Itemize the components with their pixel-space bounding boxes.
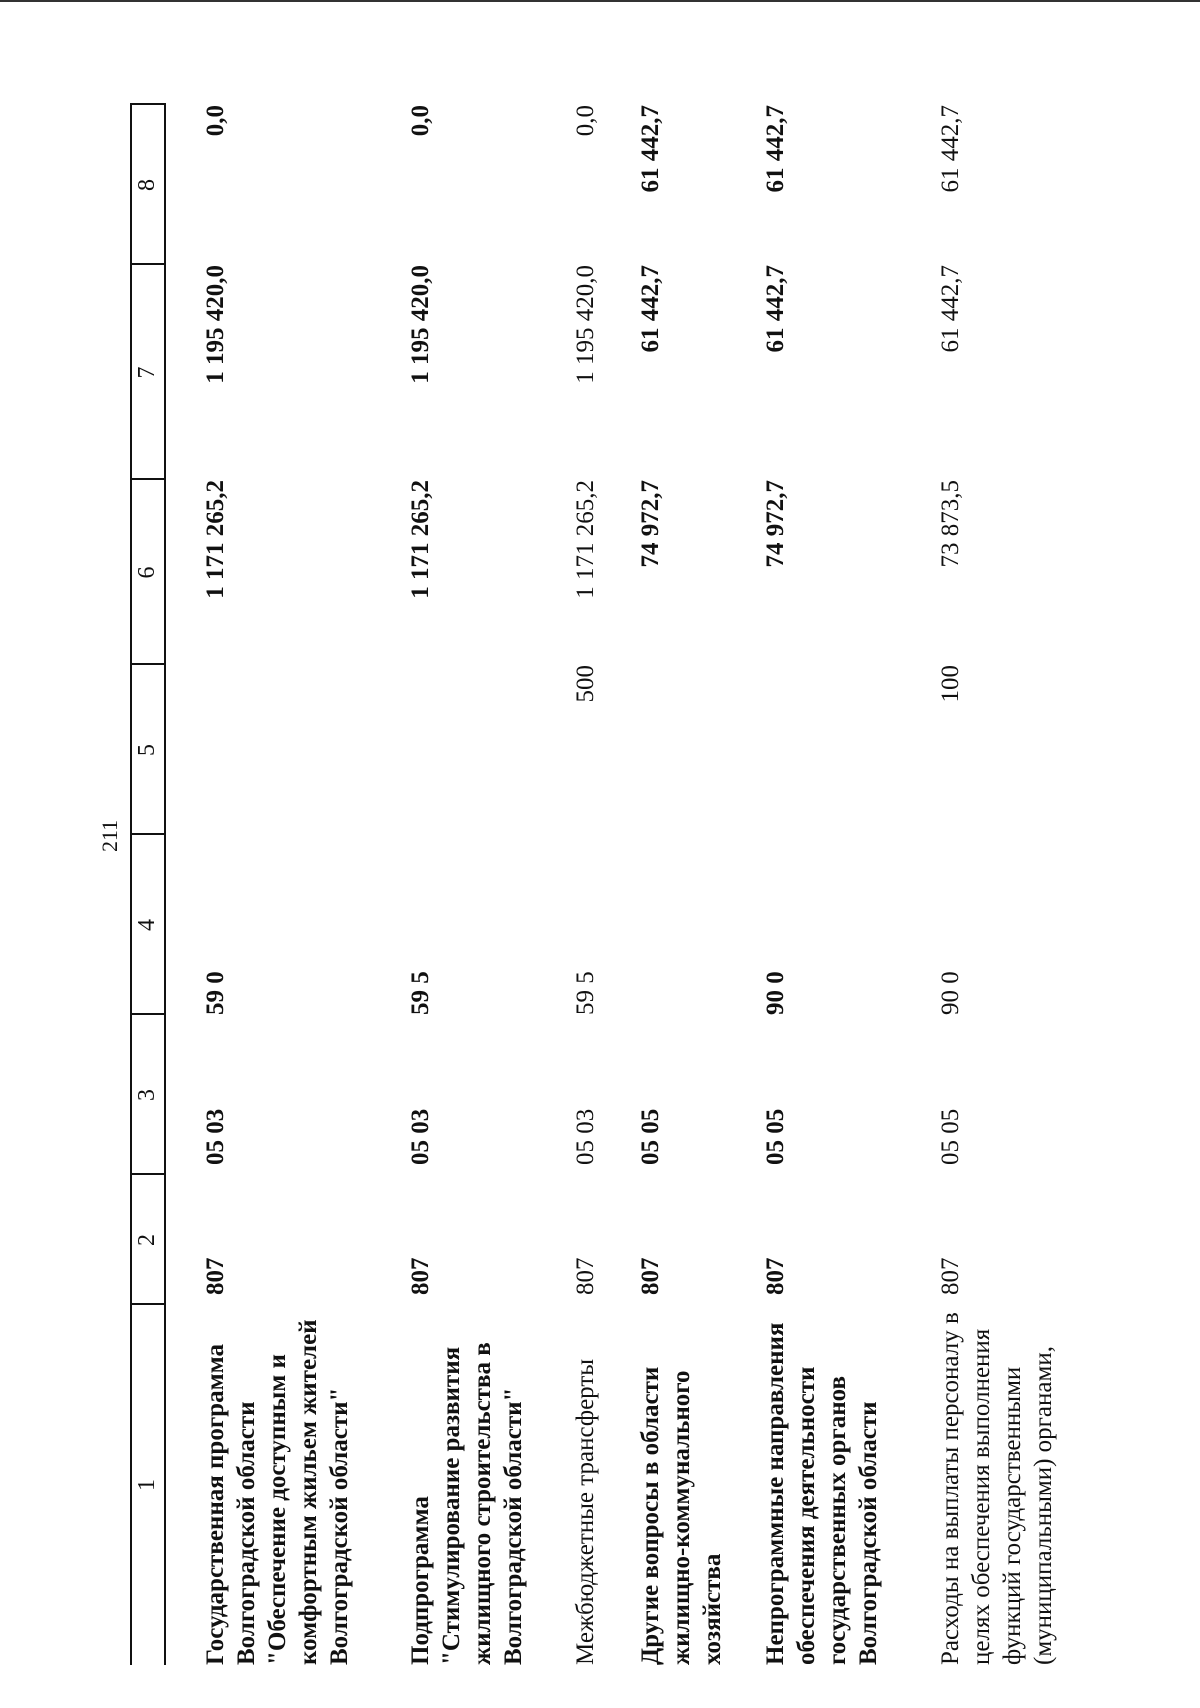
header-cell: 6 xyxy=(134,566,160,579)
row-name: Межбюджетные трансферты xyxy=(572,1358,599,1665)
page-number: 211 xyxy=(97,819,122,852)
header-cell: 5 xyxy=(134,744,160,756)
cell-col4: 59 5 xyxy=(407,971,434,1015)
cell-col8: 0,0 xyxy=(202,105,229,137)
row-name: Другие вопросы в области жилищно-коммунального хозяйства xyxy=(637,1366,726,1665)
header-cell: 7 xyxy=(134,366,160,379)
header-cell: 8 xyxy=(134,179,160,191)
cell-col7: 61 442,7 xyxy=(637,265,664,353)
scan-edge-line xyxy=(0,0,1200,2)
header-cell: 1 xyxy=(134,1479,160,1491)
cell-col4: 90 0 xyxy=(762,971,789,1015)
header-cell: 4 xyxy=(134,919,160,931)
row-name: Непрограммные направления обеспечения деятельности государственных органов Волгоградской области xyxy=(762,1322,882,1665)
cell-col4: 90 0 xyxy=(937,971,964,1015)
cell-col8: 0,0 xyxy=(572,105,599,137)
row-name: Расходы на выплаты персоналу в целях обеспечения выполнения функций государственными (муниципальными) органами, xyxy=(937,1312,1057,1665)
cell-col8: 61 442,7 xyxy=(937,105,964,193)
cell-col2: 807 xyxy=(637,1257,664,1295)
cell-col2: 807 xyxy=(407,1257,434,1295)
cell-col5: 500 xyxy=(572,665,599,703)
header-cell: 2 xyxy=(134,1234,160,1246)
cell-col7: 1 195 420,0 xyxy=(202,265,229,384)
header-cell: 3 xyxy=(134,1089,160,1101)
cell-col6: 74 972,7 xyxy=(762,480,789,568)
cell-col8: 61 442,7 xyxy=(637,105,664,193)
row-name: Государственная программа Волгоградской области "Обеспечение доступным и комфортным жильем жителей Волгоградской области" xyxy=(202,1319,353,1665)
cell-col7: 1 195 420,0 xyxy=(407,265,434,384)
cell-col8: 0,0 xyxy=(407,105,434,137)
cell-col6: 1 171 265,2 xyxy=(572,480,599,599)
rotated-table xyxy=(130,70,1057,1690)
cell-col3: 05 03 xyxy=(407,1108,434,1165)
cell-col4: 59 0 xyxy=(202,971,229,1015)
cell-col2: 807 xyxy=(572,1257,599,1295)
cell-col8: 61 442,7 xyxy=(762,105,789,193)
cell-col2: 807 xyxy=(202,1257,229,1295)
cell-col3: 05 05 xyxy=(937,1108,964,1165)
cell-col6: 1 171 265,2 xyxy=(407,480,434,599)
cell-col6: 1 171 265,2 xyxy=(202,480,229,599)
header-bottom-rule xyxy=(164,105,166,1665)
cell-col7: 61 442,7 xyxy=(937,265,964,353)
cell-col5: 100 xyxy=(937,665,964,703)
cell-col4: 59 5 xyxy=(572,971,599,1015)
cell-col2: 807 xyxy=(762,1257,789,1295)
cell-col2: 807 xyxy=(937,1257,964,1295)
cell-col7: 61 442,7 xyxy=(762,265,789,353)
cell-col7: 1 195 420,0 xyxy=(572,265,599,384)
row-name: Подпрограмма "Стимулирование развития жилищного строительства в Волгоградской области" xyxy=(407,1342,527,1665)
cell-col6: 74 972,7 xyxy=(637,480,664,568)
cell-col3: 05 03 xyxy=(202,1108,229,1165)
cell-col3: 05 03 xyxy=(572,1108,599,1165)
cell-col6: 73 873,5 xyxy=(937,480,964,568)
cell-col3: 05 05 xyxy=(637,1108,664,1165)
cell-col3: 05 05 xyxy=(762,1108,789,1165)
